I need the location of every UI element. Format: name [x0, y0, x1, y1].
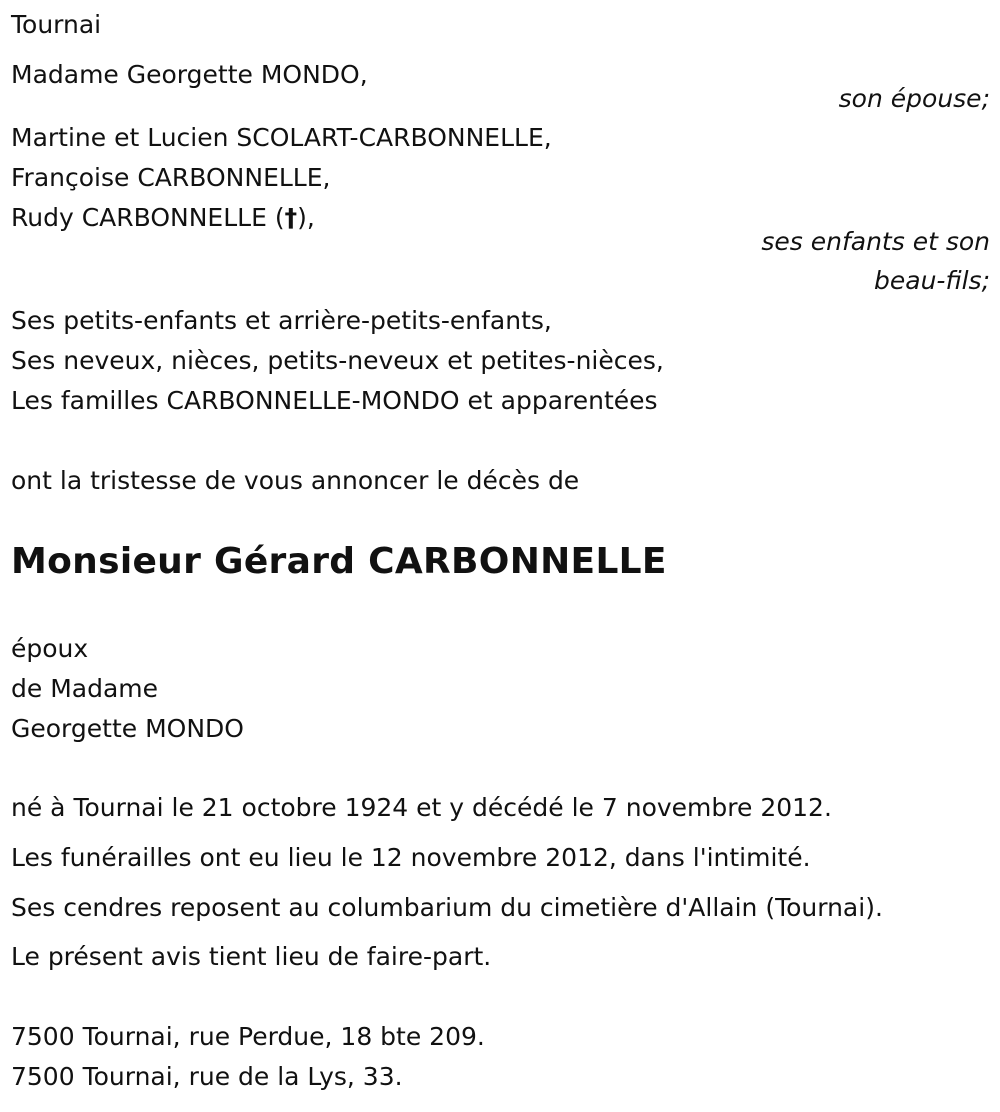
announcement: ont la tristesse de vous annoncer le décès de — [11, 466, 580, 495]
address-line-1: 7500 Tournai, rue Perdue, 18 bte 209. — [11, 1022, 485, 1051]
place-name: Tournai — [11, 10, 102, 39]
children-line-2: Françoise CARBONNELLE, — [11, 163, 331, 192]
cross-icon: † — [284, 203, 298, 232]
family-line-2: Ses neveux, nièces, petits-neveux et petites-nièces, — [11, 346, 664, 375]
wife-role: son épouse; — [838, 84, 990, 113]
birth-death-line: né à Tournai le 21 octobre 1924 et y décédé le 7 novembre 2012. — [11, 793, 832, 822]
notice-line: Le présent avis tient lieu de faire-part. — [11, 942, 492, 971]
children-line-1: Martine et Lucien SCOLART-CARBONNELLE, — [11, 123, 552, 152]
funeral-line: Les funérailles ont eu lieu le 12 novembre 2012, dans l'intimité. — [11, 843, 811, 872]
spouse-line-2: de Madame — [11, 674, 159, 703]
deceased-name: Monsieur Gérard CARBONNELLE — [11, 541, 667, 582]
spouse-line-1: époux — [11, 634, 89, 663]
children-line-3-suffix: ), — [297, 203, 315, 232]
family-line-1: Ses petits-enfants et arrière-petits-enfants, — [11, 306, 552, 335]
spouse-line-3: Georgette MONDO — [11, 714, 244, 743]
family-line-3: Les familles CARBONNELLE-MONDO et apparentées — [11, 386, 658, 415]
children-line-3 — [11, 203, 315, 233]
children-role-line-2: beau-fils; — [874, 266, 990, 295]
children-role-line-1: ses enfants et son — [761, 227, 990, 256]
children-line-3-prefix: Rudy CARBONNELLE ( — [11, 203, 285, 232]
ashes-line: Ses cendres reposent au columbarium du cimetière d'Allain (Tournai). — [11, 893, 883, 922]
address-line-2: 7500 Tournai, rue de la Lys, 33. — [11, 1062, 403, 1091]
wife-line: Madame Georgette MONDO, — [11, 60, 368, 89]
